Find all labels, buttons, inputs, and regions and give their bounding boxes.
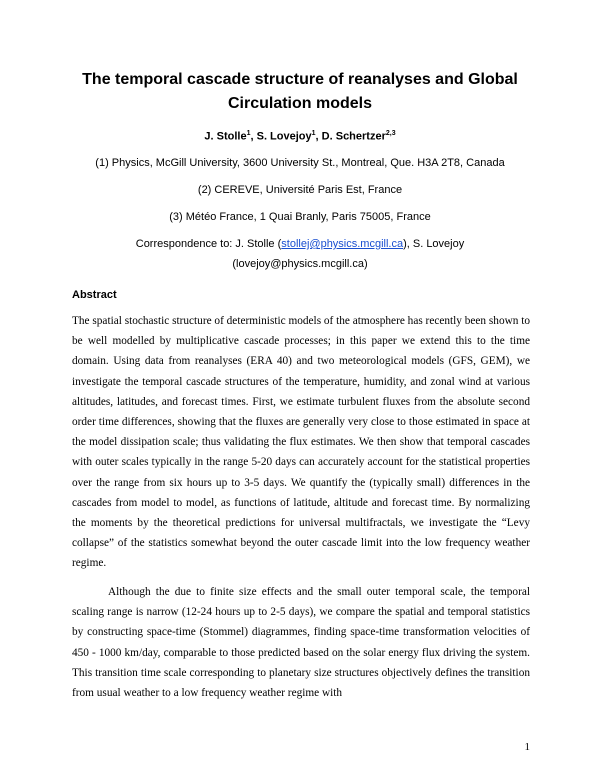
- correspondence-suffix: ), S. Lovejoy: [403, 238, 465, 250]
- abstract-paragraph-2: Although the due to finite size effects and the small outer temporal scale, the temporal scaling range is narrow (12-24 hours up to 2-5 days), we compare the spatial and temporal statistics by constructing space-time (Stommel) diagrammes, finding space-time transformation velocities of 450 - 1000 km/day, comparable to those predicted based on the solar energy flux driving the system. This transition time scale corresponding to planetary size structures objectively defines the transition from usual weather to a low frequency weather regime with: [72, 586, 530, 700]
- author-name: S. Lovejoy: [256, 130, 312, 143]
- abstract-heading: Abstract: [72, 289, 117, 301]
- author-affiliation-mark: 2,3: [385, 130, 396, 137]
- page-number: 1: [524, 741, 530, 753]
- paper-title-line-2: Circulation models: [227, 95, 373, 112]
- abstract-paragraph-1: The spatial stochastic structure of deterministic models of the atmosphere has recently been shown to be well modelled by multiplicative cascade processes; in this paper we extend this to the time domain. Using data from reanalyses (ERA 40) and two meteorological models (GFS, GEM), we investigate the temporal cascade structures of the temperature, humidity, and zonal wind at various altitudes, latitudes, and forecast times. First, we estimate turbulent fluxes from the absolute second order time differences, showing that the fluxes are generally very close to those estimated in space at the model dissipation scale; thus validating the flux estimates. We then show that temporal cascades with outer scales typically in the range 5-20 days can accurately account for the statistical properties over the range from six hours up to 3-5 days. We quantify the (typically small) differences in the cascades from model to model, as functions of latitude, altitude and forecast time. By normalizing the moments by the theoretical predictions for universal multifractals, we investigate the “Levy collapse” of the statistics somewhat beyond the outer cascade limit into the low frequency weather regime.: [72, 315, 531, 570]
- correspondence-email-2: (lovejoy@physics.mcgill.ca): [232, 258, 368, 270]
- correspondence-line: [40, 237, 560, 251]
- author-list: [40, 127, 560, 144]
- affiliation-3: (3) Météo France, 1 Quai Branly, Paris 75005, France: [169, 211, 431, 223]
- author-separator: ,: [250, 130, 257, 143]
- email-link[interactable]: stollej@physics.mcgill.ca: [281, 238, 404, 250]
- author-name: J. Stolle: [204, 130, 247, 143]
- author-separator: ,: [315, 130, 322, 143]
- author-affiliation-mark: 1: [246, 130, 251, 137]
- author-affiliation-mark: 1: [311, 130, 316, 137]
- paper-title-line-1: The temporal cascade structure of reanalyses and Global: [82, 71, 518, 88]
- correspondence-prefix: Correspondence to: J. Stolle (: [135, 238, 282, 250]
- paper-title: [60, 68, 540, 116]
- affiliation-2: (2) CEREVE, Université Paris Est, France: [197, 184, 403, 196]
- author-name: D. Schertzer: [321, 130, 386, 143]
- affiliation-1: (1) Physics, McGill University, 3600 University St., Montreal, Que. H3A 2T8, Canada: [95, 157, 505, 169]
